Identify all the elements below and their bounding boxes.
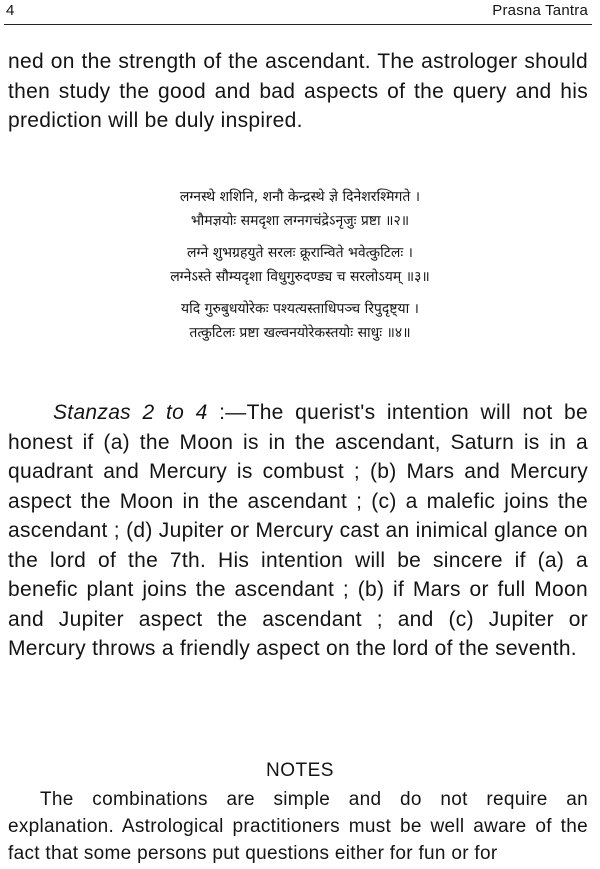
running-title: Prasna Tantra — [492, 2, 588, 19]
stanza-reference: Stanzas 2 to 4 — [53, 401, 208, 424]
notes-paragraph: The combinations are simple and do not require an explanation. Astrological practitioners must be well aware of the fact that some persons put questions either for fun or for — [8, 789, 588, 864]
notes-heading: NOTES — [266, 760, 334, 781]
stanza-translation — [8, 398, 588, 664]
verse-4 — [0, 297, 600, 345]
verse-line: लग्ने शुभग्रहयुते सरलः क्रूरान्विते भवेत्कुटिलः । — [187, 245, 413, 261]
verse-line: लग्नस्थे शशिनि, शनौ केन्द्रस्थे ज्ञे दिनेशरश्मिगते । — [179, 189, 421, 205]
verse-2 — [0, 185, 600, 233]
stanza-text: :—The querist's intention will not be honest if (a) the Moon is in the ascendant, Saturn is in a quadrant and Mercury is combust ; (b) Mars and Mercury aspect the Moon in the ascendant ; (c) a malefic joins the ascendant ; (d) Jupiter or Mercury cast an inimical glance on the lord of the 7th. His intention will be sincere if (a) a benefic plant joins the ascendant ; (b) if Mars or full Moon and Jupiter aspect the ascendant ; and (c) Jupiter or Mercury throws a friendly aspect on the lord of the seventh. — [8, 401, 588, 660]
verse-3 — [0, 241, 600, 289]
verse-line: तत्कुटिलः प्रष्टा खल्वनयोरेकस्तयोः साधुः ॥४॥ — [189, 325, 411, 341]
intro-paragraph: ned on the strength of the ascendant. The astrologer should then study the good and bad aspects of the query and his prediction will be duly inspired. — [8, 50, 588, 132]
verse-line: लग्नेऽस्ते सौम्यदृशा विधुगुरुदण्ड्य च सरलोऽयम् ॥३॥ — [170, 269, 430, 285]
header-rule — [4, 24, 592, 25]
page-number: 4 — [6, 2, 15, 19]
verse-line: यदि गुरुबुधयोरेकः पश्यत्यस्ताधिपञ्च रिपुदृष्ट्या । — [180, 301, 419, 317]
sanskrit-verses — [0, 185, 600, 353]
verse-line: भौमज्ञयोः समदृशा लग्नगचंद्रेऽनृजुः प्रष्टा ॥२॥ — [190, 213, 410, 229]
